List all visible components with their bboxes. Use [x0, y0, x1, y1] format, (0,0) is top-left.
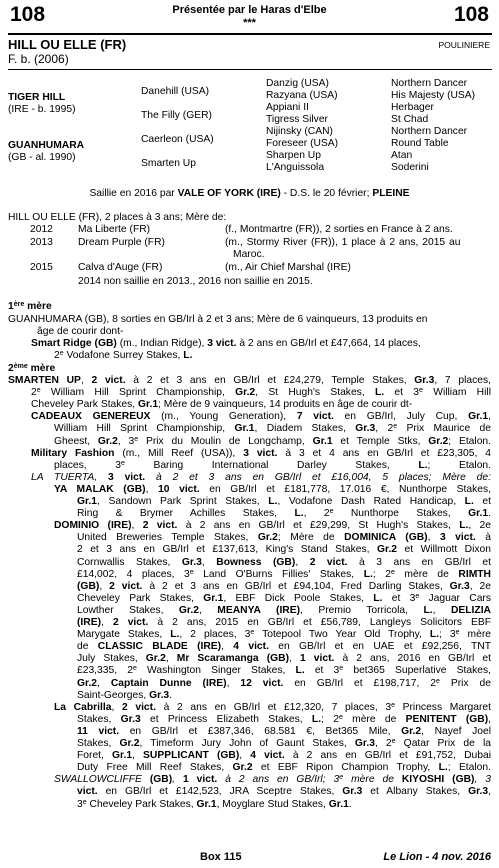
- produce-year: 2013: [30, 237, 53, 248]
- pedigree-gen3b: His Majesty (USA): [391, 90, 476, 101]
- second-dam-line: Gr.1, Sandown Park Sprint Stakes, L., Vodafone Dash Rated Handicap, L. et: [77, 496, 491, 507]
- first-dam-produce: Smart Ridge (GB) (m., Indian Ridge), 3 vict. à 2 ans en GB/Irl et £47,664, 14 places,: [31, 338, 421, 349]
- horse-description: F. b. (2006): [8, 52, 69, 66]
- pedigree-gen2: Danehill (USA): [141, 86, 210, 97]
- produce-name: Calva d'Auge (FR): [78, 262, 163, 273]
- second-dam-line: Lowther Stakes, Gr.2, MEANYA (IRE), Premio Torricola, L., DELIZIA: [77, 604, 491, 616]
- first-dam-produce-cont: 2e Vodafone Surrey Stakes, L.: [54, 350, 193, 361]
- pedigree-gen3: Nijinsky (CAN): [266, 126, 333, 137]
- horse-category: POULINIERE: [438, 40, 490, 50]
- pedigree-gen3: Danzig (USA): [266, 78, 329, 89]
- lot-number-left: 108: [10, 3, 46, 26]
- second-dam-line: 3e Cheveley Park Stakes, Gr.1, Moyglare Stud Stakes, Gr.1.: [77, 798, 352, 810]
- second-dam-line: DOMINIO (IRE), 2 vict. à 2 ans en GB/Irl et £29,299, St Hugh's Stakes, L., 2e: [54, 520, 491, 532]
- produce-name: Ma Liberte (FR): [78, 224, 151, 235]
- pedigree-gen3b: Herbager: [391, 102, 434, 113]
- pedigree-gen3: Tigress Silver: [266, 114, 328, 125]
- pedigree-gen3b: St Chad: [391, 114, 429, 125]
- first-dam-heading: 1ère mère: [8, 301, 52, 312]
- pedigree-gen3: Razyana (USA): [266, 90, 338, 101]
- pedigree-gen3: Sharpen Up: [266, 150, 321, 161]
- pedigree-rule: [8, 69, 492, 70]
- pedigree-gen2: The Filly (GER): [141, 110, 212, 121]
- sire-info: (IRE - b. 1995): [8, 104, 76, 115]
- produce-info: (f., Montmartre (FR)), 2 sorties en France à 2 ans.: [225, 224, 453, 235]
- produce-year: 2015: [30, 262, 53, 273]
- second-dam-line: 11 vict. en GB/Irl et £387,346, 68.581 €, Bet365 Mile, Gr.2, Nayef Joel: [77, 725, 492, 737]
- second-dam-line: Cheveley Park Stakes, Gr.1, EBF Dick Poole Stakes, L. et 3e Jaguar Cars: [77, 592, 491, 604]
- second-dam-line: YA MALAK (GB), 10 vict. en GB/Irl et £181,778, 17.016 €, Nunthorpe Stakes,: [54, 483, 491, 495]
- second-dam-line: Military Fashion (m., Mill Reef (USA)), 3 vict. à 3 et 4 ans en GB/Irl et £23,305, 4: [31, 447, 491, 459]
- second-dam-line: CADEAUX GENEREUX (m., Young Generation), 7 vict. en GB/Irl, July Cup, Gr.1,: [31, 411, 491, 423]
- second-dam-heading: 2ème mère: [8, 363, 56, 374]
- second-dam-line: SWALLOWCLIFFE (GB), 1 vict. à 2 ans en GB/Irl; 3e mère de KIYOSHI (GB), 3: [54, 774, 491, 786]
- pedigree-gen2: Caerleon (USA): [141, 134, 214, 145]
- second-dam-line: places, 3e Baring International Darley Stakes, L.; Etalon.: [54, 459, 492, 471]
- covering-line: Saillie en 2016 par VALE OF YORK (IRE) - D.S. le 20 février; PLEINE: [89, 188, 410, 199]
- second-dam-line: 2 et 3 ans en GB/Irl et £137,613, King's Stand Stakes, Gr.2 et Willmott Dixon: [77, 544, 491, 556]
- produce-info: (m., Air Chief Marshal (IRE): [225, 262, 351, 273]
- second-dam-line: Cheveley Park Stakes, Gr.1; Mère de 9 vainqueurs, 14 produits en âge de courir dt-: [31, 399, 413, 411]
- second-dam-line: July Stakes, Gr.2, Mr Scaramanga (GB), 1 vict. à 2 ans, 2016 en GB/Irl et: [77, 653, 491, 665]
- second-dam-line: (GB), 2 vict. à 2 et 3 ans en GB/Irl et £94,104, Fred Darling Stakes, Gr.3, 2e: [77, 580, 491, 592]
- pedigree-gen3: Appiani II: [266, 102, 309, 113]
- lot-number-right: 108: [453, 3, 489, 26]
- second-dam-line: SMARTEN UP, 2 vict. à 2 et 3 ans en GB/Irl et £24,279, Temple Stakes, Gr.3, 7 places,: [8, 375, 491, 386]
- second-dam-line: de CLASSIC BLADE (IRE), 4 vict. en GB/Irl et en UAE et £92,256, TNT: [77, 641, 491, 653]
- second-dam-line: Ring & Brymer Achilles Stakes, L., 2e Nunthorpe Stakes, Gr.1.: [77, 508, 492, 520]
- second-dam-line: William Hill Sprint Championship, Gr.1, Diadem Stakes, Gr.3, 2e Prix Maurice de: [54, 423, 491, 435]
- second-dam-line: 2e William Hill Sprint Championship, Gr.2, St Hugh's Stakes, L. et 3e William Hill: [31, 387, 491, 399]
- sale-info: Le Lion - 4 nov. 2016: [383, 851, 491, 863]
- horse-name: HILL OU ELLE (FR): [8, 37, 127, 52]
- second-dam-line: Gheest, Gr.2, 3e Prix du Moulin de Longchamp, Gr.1 et Temple Stks, Gr.2; Etalon.: [54, 435, 492, 447]
- second-dam-line: LA TUERTA, 3 vict. à 2 et 3 ans en GB/Irl et £16,004, 5 places; Mère de:: [31, 471, 491, 483]
- pedigree-gen3b: Northern Dancer: [391, 78, 468, 89]
- pedigree-gen3: L'Anguissola: [266, 162, 325, 173]
- produce-note: 2014 non saillie en 2013., 2016 non saillie en 2015.: [78, 276, 313, 287]
- second-dam-line: La Cabrilla, 2 vict. à 2 ans en GB/Irl et £12,320, 7 places, 3e Princess Margaret: [54, 701, 491, 713]
- second-dam-line: £23,335, 2e Washington Singer Stakes, L. et 3e bet365 Superlative Stakes,: [77, 665, 491, 677]
- second-dam-line: Gr.2, Captain Dunne (IRE), 12 vict. en GB/Irl et £198,717, 2e Prix de: [77, 677, 491, 689]
- first-dam-line: âge de courir dont-: [37, 326, 124, 337]
- second-dam-line: Stakes, Gr.3 et Princess Elizabeth Stakes, L.; 2e mère de PENITENT (GB),: [77, 713, 492, 725]
- produce-name: Dream Purple (FR): [78, 237, 165, 248]
- second-dam-line: vict. en GB/Irl et £142,523, JRA Sceptre Stakes, Gr.3 et Albany Stakes, Gr.3,: [77, 786, 491, 798]
- produce-year: 2012: [30, 224, 53, 235]
- presenter-line: Présentée par le Haras d'Elbe: [172, 4, 327, 16]
- second-dam-line: (IRE), 2 vict. à 2 ans, 2015 en GB/Irl et £56,789, Langleys Solicitors EBF: [77, 617, 491, 628]
- first-dam-line: GUANHUMARA (GB), 8 sorties en GB/Irl à 2 et 3 ans; Mère de 6 vainqueurs, 13 produits en: [8, 314, 428, 325]
- produce-info: (m., Stormy River (FR)), 1 place à 2 ans, 2015 au: [225, 237, 461, 248]
- pedigree-gen3b: Round Table: [391, 138, 449, 149]
- pedigree-gen2: Smarten Up: [141, 158, 196, 169]
- produce-intro: HILL OU ELLE (FR), 2 places à 3 ans; Mère de:: [8, 212, 227, 223]
- second-dam-line: Cornwallis Stakes, Gr.3, Bowness (GB), 2 vict. à 3 ans en GB/Irl et: [77, 556, 491, 568]
- dam-name: GUANHUMARA: [8, 140, 85, 151]
- produce-info-cont: Maroc.: [233, 249, 265, 260]
- pedigree-gen3b: Soderini: [391, 162, 429, 173]
- dam-info: (GB - al. 1990): [8, 152, 76, 163]
- box-number: Box 115: [200, 851, 242, 863]
- sire-name: TIGER HILL: [8, 92, 66, 103]
- second-dam-line: United Breweries Temple Stakes, Gr.2; Mère de DOMINICA (GB), 3 vict. à: [77, 532, 491, 544]
- second-dam-line: Duty Free Mill Reef Stakes, Gr.2 et EBF Ripon Champion Trophy, L.; Etalon.: [77, 762, 491, 774]
- header-rule: [8, 33, 492, 35]
- pedigree-gen3: Foreseer (USA): [266, 138, 339, 149]
- pedigree-gen3b: Atan: [391, 150, 413, 161]
- second-dam-line: £14,002, 4 places, 3e Land O'Burns Fillies' Stakes, L.; 2e mère de RIMTH: [77, 568, 491, 580]
- stars: ***: [243, 17, 256, 29]
- second-dam-line: Saint-Georges, Gr.3.: [77, 689, 173, 701]
- pedigree-gen3b: Northern Dancer: [391, 126, 468, 137]
- second-dam-line: Stakes, Gr.2, Timeform Jury John of Gaunt Stakes, Gr.3, 2e Qatar Prix de la: [77, 738, 491, 749]
- second-dam-line: Foret, Gr.1, SUPPLICANT (GB), 4 vict. à 2 ans en GB/Irl et £91,752, Dubai: [77, 750, 491, 762]
- second-dam-line: Marygate Stakes, L., 2 places, 3e Totepool Two Year Old Trophy, L.; 3e mère: [77, 629, 492, 641]
